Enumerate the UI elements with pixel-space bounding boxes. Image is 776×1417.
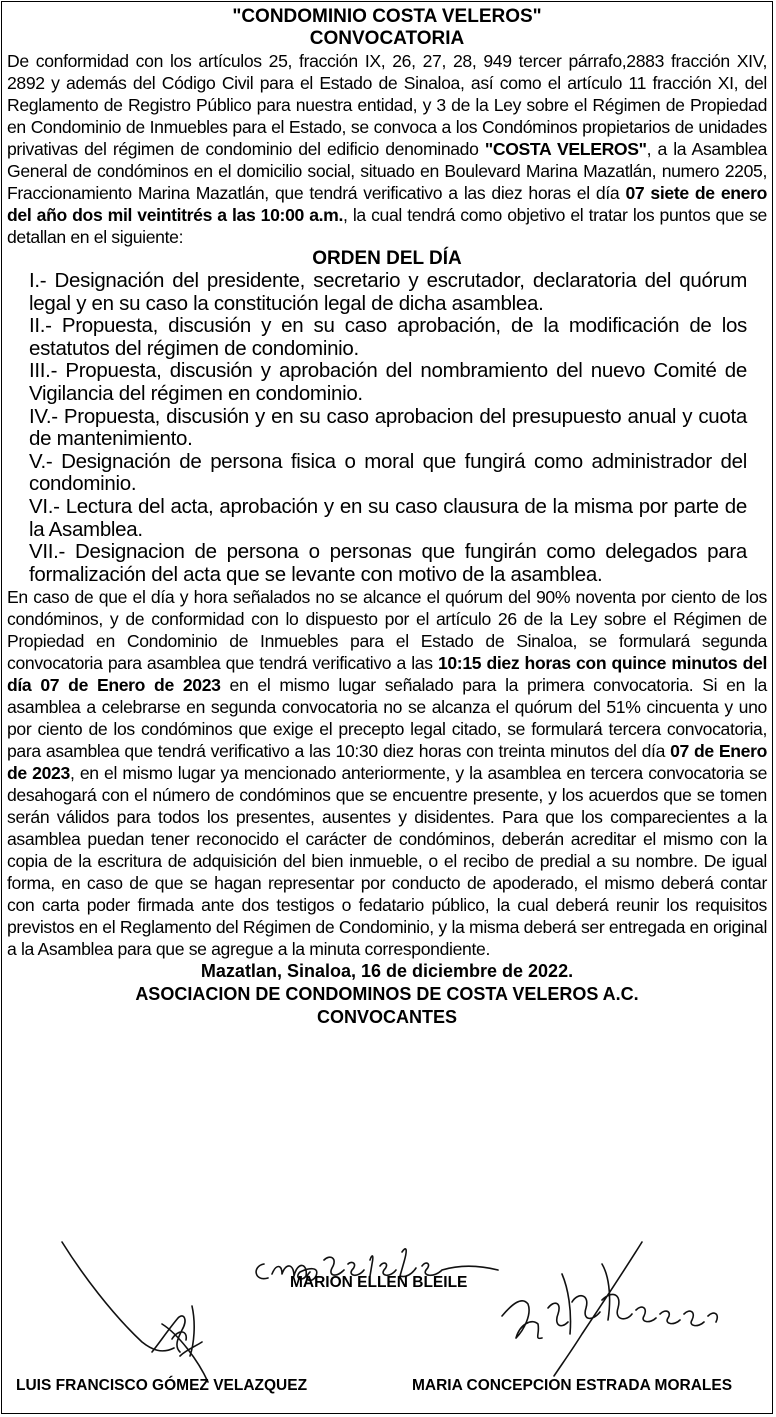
conditions-bold-2: 07 de Enero de 2023 (7, 741, 767, 784)
agenda-item: V.- Designación de persona fisica o moral que fungirá como administrador del condominio. (29, 449, 747, 496)
agenda-item: II.- Propuesta, discusión y en su caso aprobación, de la modificación de los estatutos del régimen de condominio. (29, 314, 747, 360)
place-date: Mazatlan, Sinaloa, 16 de diciembre de 2022. (200, 961, 574, 982)
intro-bold-1: "COSTA VELEROS" (484, 139, 647, 159)
signature-right (502, 1242, 717, 1376)
document-title: "CONDOMINIO COSTA VELEROS" (232, 6, 542, 27)
agenda-item: I.- Designación del presidente, secretario y escrutador, declaratoria del quórum legal y en su caso la constitución legal de dicha asamblea. (29, 269, 747, 315)
conditions-text-2: en el mismo lugar señalado para la primera convocatoria. Si en la asamblea a celebrarse en segunda convocatoria no se alcanza el quórum del 51% cincuenta y uno por ciento de los condóminos que exige el precepto legal citado, se formulará tercera convocatoria, para asamblea que tendrá verificativo a las 10:30 diez horas con treinta minutos del día (7, 675, 767, 762)
conditions-bold-1: 10:15 diez horas con quince minutos del día 07 de Enero de 2023 (7, 653, 767, 696)
intro-text-3: , la cual tendrá como objetivo el tratar los puntos que se detallan en el siguiente: (7, 205, 767, 247)
conditions-text-3: , en el mismo lugar ya mencionado anteriormente, y la asamblea en tercera convocatoria se desahogará con el número de condóminos que se encuentre presente, y los acuerdos que se tomen serán válidos para todos los presentes, ausentes y disidentes. Para que los comparecientes a la asamblea puedan tener reconocido el carácter de condóminos, deberán acreditar el mismo con la copia de la escritura de adquisición del bien inmueble, o el recibo de predial a su nombre. De igual forma, en caso de que se hagan representar por conducto de apoderado, el mismo deberá contar con carta poder firmada ante dos testigos o fedatario público, la cual deberá reunir los requisitos previstos en el Reglamento del Régimen de Condominio, y la misma deberá ser entregada en original a la Asamblea para que se agregue a la minuta correspondiente. (7, 763, 768, 960)
signature-area (2, 1124, 772, 1414)
signatory-right: MARIA CONCEPCION ESTRADA MORALES (412, 1377, 733, 1394)
handwritten-signatures (2, 1124, 772, 1414)
signature-left (62, 1242, 208, 1382)
agenda-item: III.- Propuesta, discusión y aprobación del nombramiento del nuevo Comité de Vigilancia del régimen en condominio. (29, 359, 747, 405)
intro-text-1: De conformidad con los artículos 25, fracción IX, 26, 27, 28, 949 tercer párrafo,2883 fracción XIV, 2892 y además del Código Civil para el Estado de Sinaloa, así como el artículo 11 fracción XI, del Reglamento de Registro Público para nuestra entidad, y 3 de la Ley sobre el Régimen de Propiedad en Condominio de Inmuebles para el Estado, se convoca a los Condóminos propietarios de unidades privativas del régimen de condominio del edificio denominado (7, 51, 767, 159)
agenda-item: VI.- Lectura del acta, aprobación y en su caso clausura de la misma por parte de la Asamblea. (29, 494, 747, 541)
convocantes-label: CONVOCANTES (316, 1007, 457, 1028)
document-subtitle: CONVOCATORIA (309, 28, 465, 49)
signatory-center: MARION ELLEN BLEILE (290, 1274, 468, 1291)
association-name: ASOCIACION DE CONDOMINOS DE COSTA VELEROS A.C. (135, 984, 639, 1005)
agenda-item: VII.- Designacion de persona o personas que fungirán como delegados para formalización del acta que se levante con motivo de la asamblea. (29, 540, 747, 586)
signatory-left: LUIS FRANCISCO GÓMEZ VELAZQUEZ (16, 1377, 308, 1394)
intro-text-2: , a la Asamblea General de condóminos en el domicilio social, situado en Boulevard Marina Mazatlán, numero 2205, Fraccionamiento Marina Mazatlán, que tendrá verificativo a las diez horas el día (7, 139, 767, 203)
intro-paragraph (7, 50, 767, 248)
agenda-list (7, 270, 767, 586)
agenda-title: ORDEN DEL DÍA (312, 248, 462, 269)
document-page (1, 1, 773, 1414)
agenda-item: IV.- Propuesta, discusión y en su caso aprobacion del presupuesto anual y cuota de mantenimiento. (29, 404, 747, 451)
conditions-paragraph (7, 586, 767, 960)
conditions-text-1: En caso de que el día y hora señalados no se alcance el quórum del 90% noventa por ciento de los condóminos, y de conformidad con lo dispuesto por el artículo 26 de la Ley sobre el Régimen de Propiedad en Condominio de Inmuebles para el Estado de Sinaloa, se formulará segunda convocatoria para asamblea que tendrá verificativo a las (7, 587, 767, 674)
intro-bold-2: 07 siete de enero del año dos mil veintitrés a las 10:00 a.m. (7, 183, 768, 225)
